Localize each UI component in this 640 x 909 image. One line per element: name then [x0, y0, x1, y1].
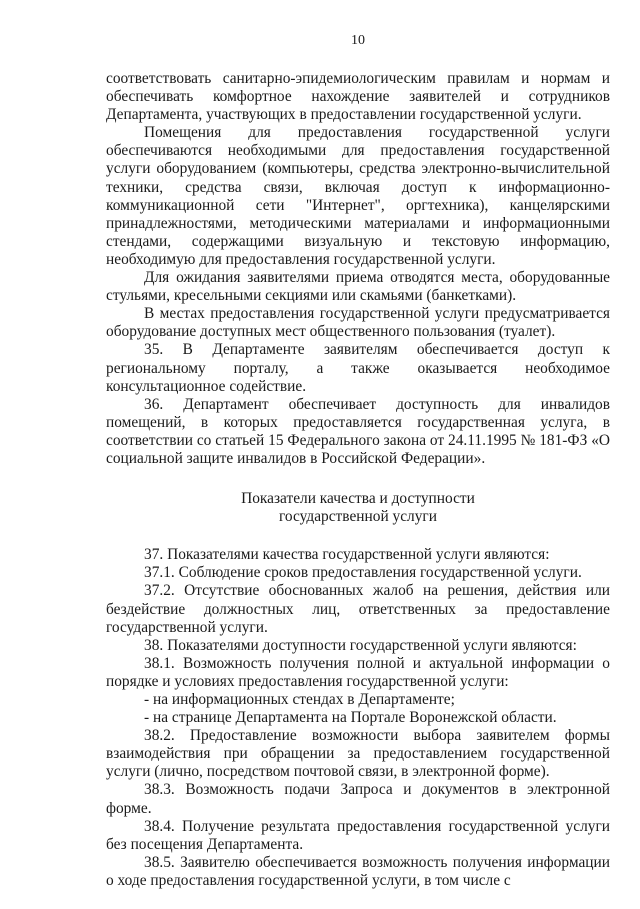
paragraph: 38.4. Получение результата предоставления государственной услуги без посещения Департамента.	[106, 817, 610, 853]
paragraph: В местах предоставления государственной услуги предусматривается оборудование доступных мест общественного пользования (туалет).	[106, 305, 610, 341]
section-heading-line: Показатели качества и доступности	[241, 490, 475, 508]
section-heading-line: государственной услуги	[279, 508, 437, 526]
paragraph: 37.2. Отсутствие обоснованных жалоб на решения, действия или бездействие должностных лиц, ответственных за предоставление государственной услуги.	[106, 582, 610, 636]
paragraph: 37.1. Соблюдение сроков предоставления государственной услуги.	[144, 564, 582, 582]
paragraph: соответствовать санитарно-эпидемиологическим правилам и нормам и обеспечивать комфортное нахождение заявителей и сотрудников Департамента, участвующих в предоставлении государственной услуги.	[106, 70, 610, 124]
paragraph: Для ожидания заявителями приема отводятся места, оборудованные стульями, кресельными секциями или скамьями (банкетками).	[106, 269, 610, 305]
paragraph: 38.2. Предоставление возможности выбора заявителем формы взаимодействия при обращении за предоставлением государственной услуги (лично, посредством почтовой связи, в электронной форме).	[106, 727, 610, 781]
paragraph: 37. Показателями качества государственной услуги являются:	[144, 546, 550, 564]
paragraph: 38. Показателями доступности государственной услуги являются:	[144, 636, 577, 654]
paragraph: 38.1. Возможность получения полной и актуальной информации о порядке и условиях предоставления государственной услуги:	[106, 654, 610, 690]
paragraph: 38.5. Заявителю обеспечивается возможность получения информации о ходе предоставления государственной услуги, в том числе с	[106, 853, 610, 889]
paragraph: 38.3. Возможность подачи Запроса и документов в электронной форме.	[106, 781, 610, 817]
body-text-top	[106, 70, 610, 468]
paragraph: Помещения для предоставления государственной услуги обеспечиваются необходимыми для предоставления государственной услуги оборудованием (компьютеры, средства электронно-вычислительной техники, средства связи, включая доступ к информационно-коммуникационной сети "Интернет", оргтехника), канцелярскими принадлежностями, методическими материалами и информационными стендами, содержащими визуальную и текстовую информацию, необходимую для предоставления государственной услуги.	[106, 124, 610, 268]
paragraph: - на странице Департамента на Портале Воронежской области.	[144, 709, 557, 727]
page-number: 10	[351, 33, 365, 48]
paragraph: 36. Департамент обеспечивает доступность для инвалидов помещений, в которых предоставляется государственная услуга, в соответствии со статьей 15 Федерального закона от 24.11.1995 № 181-ФЗ «О социальной защите инвалидов в Российской Федерации».	[106, 395, 610, 467]
section-heading	[106, 490, 610, 526]
paragraph: - на информационных стендах в Департаменте;	[144, 691, 455, 708]
body-text-bottom	[106, 546, 610, 890]
paragraph: 35. В Департаменте заявителям обеспечивается доступ к региональному порталу, а также оказывается необходимое консультационное содействие.	[106, 341, 610, 395]
